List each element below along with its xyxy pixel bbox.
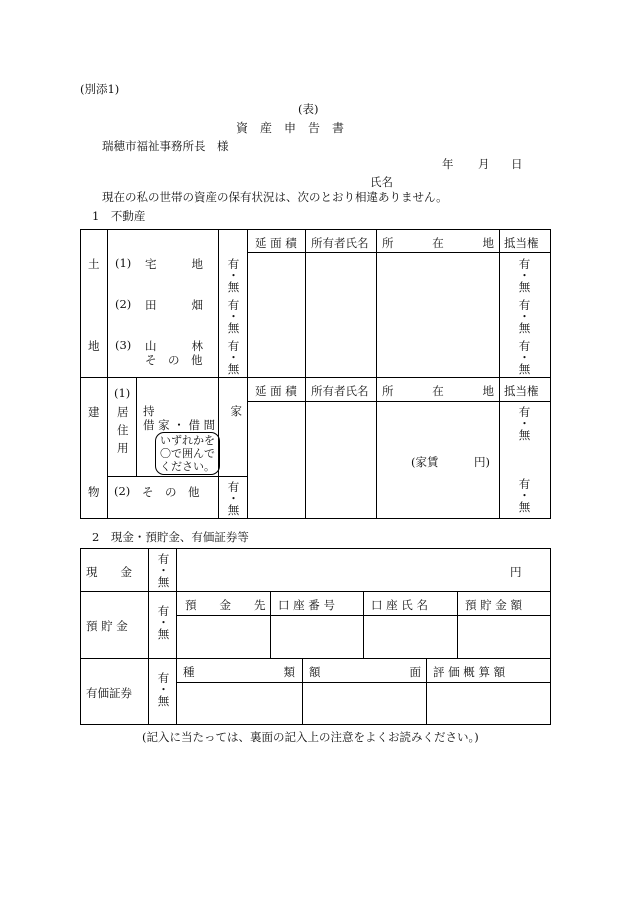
addressee: 瑞穂市福祉事務所長 様 — [102, 139, 229, 153]
land-row2-mortgage-yesno[interactable]: 有・無 — [517, 299, 532, 334]
securities-col-type: 種 類 — [183, 665, 295, 679]
land-row3-yesno[interactable]: 有・無 — [226, 340, 241, 375]
building-row1-mortgage-yesno[interactable]: 有・無 — [517, 406, 532, 441]
building-label-top: 建 — [88, 405, 100, 419]
land-row1-name: 宅 地 — [145, 257, 203, 271]
securities-col-face-value: 額 面 — [309, 665, 421, 679]
savings-label: 預 貯 金 — [86, 619, 128, 633]
land-row1-mortgage-yesno[interactable]: 有・無 — [517, 258, 532, 293]
savings-col-bank: 預 金 先 — [185, 598, 266, 612]
land-row3-name: 山 林 — [145, 339, 203, 353]
building-row2-num: (2) — [114, 484, 131, 498]
land-row3-name2: そ の 他 — [145, 353, 203, 367]
owned-house-option[interactable]: 持 家 — [143, 404, 242, 418]
name-label: 氏名 — [370, 175, 393, 189]
col-owner-building: 所有者氏名 — [311, 384, 369, 398]
front-side-label: (表) — [298, 102, 319, 116]
land-label-bottom: 地 — [88, 339, 100, 353]
building-row2-label: そ の 他 — [142, 485, 200, 499]
section2-heading: 2 現金・預貯金、有価証券等 — [92, 530, 249, 544]
land-row3-mortgage-yesno[interactable]: 有・無 — [517, 340, 532, 375]
circle-instruction-note: いずれかを 〇で囲んで ください。 — [155, 432, 220, 475]
land-row2-yesno[interactable]: 有・無 — [226, 299, 241, 334]
cash-unit: 円 — [510, 565, 522, 579]
building-row2-yesno[interactable]: 有・無 — [226, 481, 241, 516]
securities-col-estimate: 評 価 概 算 額 — [433, 665, 506, 679]
land-row2-num: (2) — [115, 297, 132, 311]
land-row1-num: (1) — [115, 256, 132, 270]
building-row1-label: 居住用 — [117, 405, 129, 455]
col-owner-land: 所有者氏名 — [311, 236, 369, 250]
rent-unit: 円) — [474, 455, 490, 469]
building-row2-mortgage-yesno[interactable]: 有・無 — [517, 478, 532, 513]
cash-yesno[interactable]: 有・無 — [156, 553, 171, 588]
rent-label: (家賃 — [411, 455, 439, 469]
footer-note: (記入に当たっては、裏面の記入上の注意をよくお読みください。) — [142, 730, 479, 744]
land-row1-yesno[interactable]: 有・無 — [226, 258, 241, 293]
building-row1-num: (1) — [114, 386, 131, 400]
savings-col-amount: 預 貯 金 額 — [465, 598, 522, 612]
col-area-building: 延 面 積 — [255, 384, 297, 398]
savings-yesno[interactable]: 有・無 — [156, 605, 171, 640]
savings-col-account-name: 口 座 氏 名 — [371, 598, 428, 612]
statement-text: 現在の私の世帯の資産の保有状況は、次のとおり相違ありません。 — [102, 190, 448, 204]
rented-option[interactable]: 借 家 ・ 借 間 — [143, 418, 216, 432]
col-mortgage-land: 抵当権 — [504, 236, 539, 250]
land-label-top: 土 — [88, 257, 100, 271]
land-row3-num: (3) — [115, 338, 132, 352]
land-row2-name: 田 畑 — [145, 298, 203, 312]
cash-label: 現 金 — [86, 565, 132, 579]
building-label-bottom: 物 — [88, 485, 100, 499]
securities-yesno[interactable]: 有・無 — [156, 672, 171, 707]
date-day-label: 日 — [511, 157, 523, 171]
date-year-label: 年 — [442, 157, 454, 171]
section1-heading: 1 不動産 — [92, 209, 146, 223]
attachment-label: (別添1) — [80, 82, 120, 96]
securities-label: 有価証券 — [86, 686, 132, 700]
savings-col-account-number: 口 座 番 号 — [278, 598, 335, 612]
col-location-land: 所 在 地 — [382, 236, 494, 250]
date-month-label: 月 — [478, 157, 490, 171]
document-title: 資 産 申 告 書 — [236, 121, 345, 135]
col-area-land: 延 面 積 — [255, 236, 297, 250]
col-mortgage-building: 抵当権 — [504, 384, 539, 398]
col-location-building: 所 在 地 — [382, 384, 494, 398]
